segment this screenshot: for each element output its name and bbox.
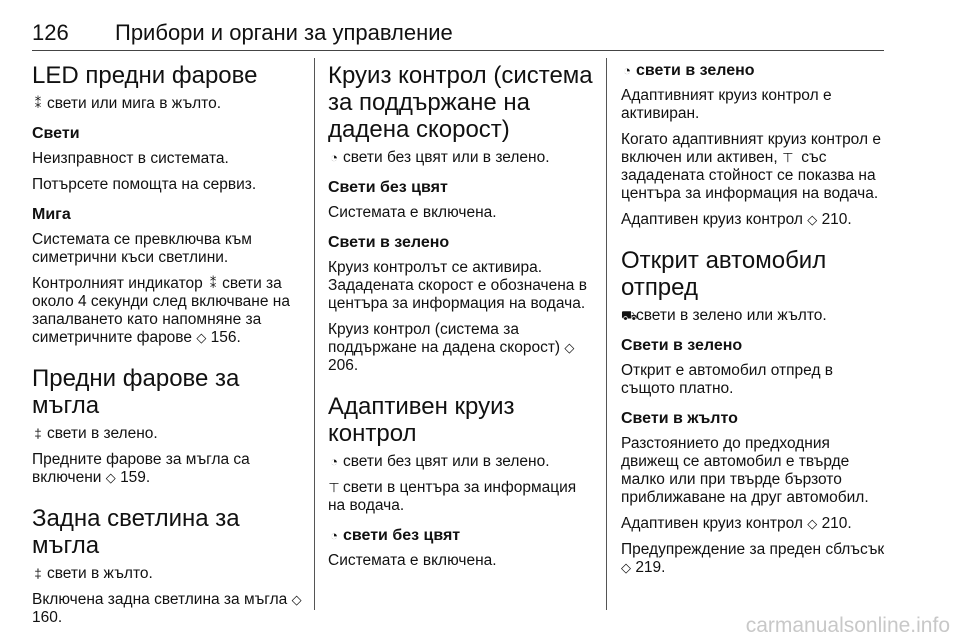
paragraph: Когато адаптивният круиз контрол е включен или активен, ⊤ със зададената стойност се показва на центъра за информация на водача. xyxy=(621,131,881,202)
paragraph: Адаптивен круиз контрол ◇ 210. xyxy=(621,211,852,228)
page-reference-arrow-icon: ◇ xyxy=(105,470,116,485)
subheading-sveti: Свети xyxy=(32,125,80,142)
watermark: carmanualsonline.info xyxy=(745,614,950,637)
column-divider-2 xyxy=(606,58,607,610)
section-title-front-fog: Предни фарове за мъгла xyxy=(32,365,240,419)
page-link[interactable]: 210. xyxy=(821,211,852,228)
rear-intro: ‡ свети в жълто. xyxy=(32,565,304,583)
section-title-led: LED предни фарове xyxy=(32,62,258,89)
acc-set-speed-icon: ⊤ xyxy=(328,480,340,495)
cruise-control-icon: ◔ xyxy=(330,150,338,165)
page-reference-arrow-icon: ◇ xyxy=(196,330,207,345)
subheading-miga: Мига xyxy=(32,206,71,223)
led-headlight-icon: ⁑ xyxy=(209,276,217,291)
paragraph: Адаптивен круиз контрол ◇ 210. xyxy=(621,515,852,532)
page-link[interactable]: 210. xyxy=(821,515,852,532)
subheading-v-green: Свети в зелено xyxy=(621,337,743,354)
front-fog-light-icon: ‡ xyxy=(34,426,42,441)
acc-intro-2: ⊤ свети в центъра за информация на водача. xyxy=(328,479,577,514)
page-header xyxy=(32,20,884,50)
paragraph: Потърсете помощта на сервиз. xyxy=(32,176,257,193)
rear-fog-light-icon: ‡ xyxy=(34,566,42,581)
cruise-control-icon: ◔ xyxy=(623,63,631,78)
paragraph: Предупреждение за преден сблъсък ◇ 219. xyxy=(621,541,885,576)
subheading-acc-green: ◔ свети в зелено xyxy=(621,62,889,80)
paragraph: Системата е включена. xyxy=(328,552,497,569)
page-link[interactable]: 160. xyxy=(32,609,63,626)
led-headlight-icon: ⁑ xyxy=(34,96,42,111)
cruise-intro: ◔ свети без цвят или в зелено. xyxy=(328,149,594,167)
page-reference-arrow-icon: ◇ xyxy=(807,212,818,227)
vehicle-ahead-icon: ⛟ xyxy=(621,308,638,323)
paragraph: Предните фарове за мъгла са включени ◇ 159. xyxy=(32,451,250,486)
paragraph: Круиз контрол (система за поддържане на дадена скорост) ◇ 206. xyxy=(328,321,575,374)
paragraph: Адаптивният круиз контрол е активиран. xyxy=(621,87,832,122)
paragraph: Включена задна светлина за мъгла ◇ 160. xyxy=(32,591,302,626)
paragraph: Разстоянието до предходния движещ се автомобил е твърде малко или при твърде бързото приближаване на друг автомобил. xyxy=(621,435,869,506)
section-title-cruise: Круиз контрол (система за поддържане на дадена скорост) xyxy=(328,62,593,143)
subheading-v-yellow: Свети в жълто xyxy=(621,410,738,427)
cruise-control-icon: ◔ xyxy=(330,528,338,543)
page-link[interactable]: 159. xyxy=(120,469,151,486)
vehicle-intro: ⛟свети в зелено или жълто. xyxy=(621,307,827,324)
led-intro: ⁑ свети или мига в жълто. xyxy=(32,95,304,113)
column-1 xyxy=(32,62,304,635)
acc-intro-1: ◔ свети без цвят или в зелено. xyxy=(328,453,594,471)
column-3 xyxy=(621,62,889,585)
fog-intro: ‡ свети в зелено. xyxy=(32,425,304,443)
paragraph: Контролният индикатор ⁑ свети за около 4 секунди след включване на запалването като напомняне за симетричните фарове ◇ 156. xyxy=(32,275,290,346)
section-title-rear-fog: Задна светлина за мъгла xyxy=(32,505,240,559)
header-divider xyxy=(32,50,884,51)
page-reference-arrow-icon: ◇ xyxy=(564,340,575,355)
paragraph: Круиз контролът се активира. Зададената скорост е обозначена в центъра за информация на водача. xyxy=(328,259,587,312)
page-link[interactable]: 219. xyxy=(635,559,666,576)
acc-set-speed-icon: ⊤ xyxy=(782,150,794,165)
column-2 xyxy=(328,62,594,578)
page-title: Прибори и органи за управление xyxy=(115,20,453,45)
page-number: 126 xyxy=(32,20,69,45)
page-reference-arrow-icon: ◇ xyxy=(807,516,818,531)
paragraph: Системата е включена. xyxy=(328,204,497,221)
subheading-acc-no-color: ◔ свети без цвят xyxy=(328,527,594,545)
page-link[interactable]: 206. xyxy=(328,357,359,374)
subheading-green: Свети в зелено xyxy=(328,234,450,251)
page-link[interactable]: 156. xyxy=(210,329,241,346)
page-reference-arrow-icon: ◇ xyxy=(621,560,631,575)
subheading-no-color: Свети без цвят xyxy=(328,179,448,196)
paragraph: Системата се превключва към симетрични къси светлини. xyxy=(32,231,252,266)
page-reference-arrow-icon: ◇ xyxy=(291,592,302,607)
section-title-acc: Адаптивен круиз контрол xyxy=(328,393,515,447)
cruise-control-icon: ◔ xyxy=(330,454,338,469)
paragraph: Неизправност в системата. xyxy=(32,150,229,167)
column-divider-1 xyxy=(314,58,315,610)
section-title-vehicle-ahead: Открит автомобил отпред xyxy=(621,247,827,301)
paragraph: Открит е автомобил отпред в същото платно. xyxy=(621,362,834,397)
